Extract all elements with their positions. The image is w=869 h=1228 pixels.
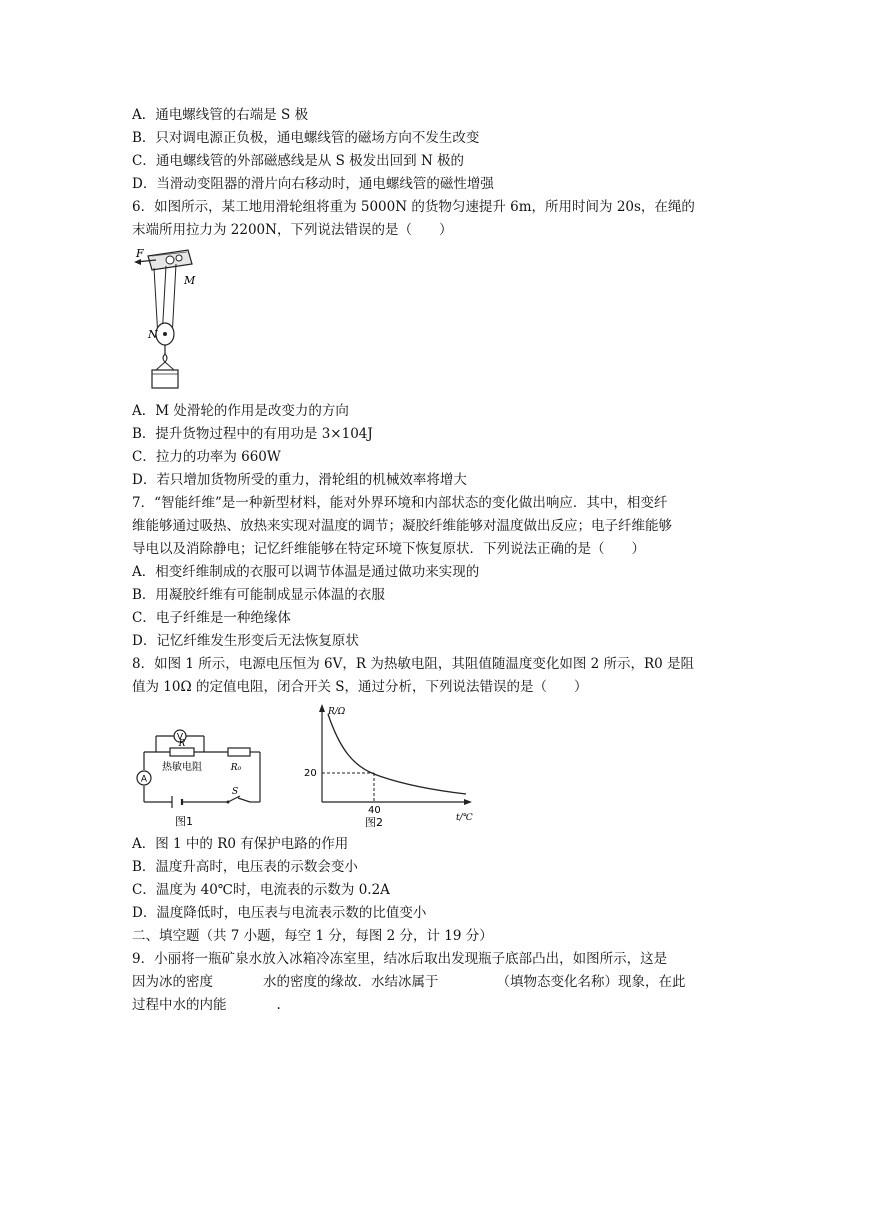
resistance-curve <box>328 714 466 794</box>
label-m: M <box>184 274 196 287</box>
pulley-m-wheel <box>166 256 174 264</box>
q5-option-d: D．当滑动变阻器的滑片向右移动时，通电螺线管的磁性增强 <box>132 176 494 192</box>
section2-heading: 二、填空题（共 7 小题，每空 1 分，每图 2 分，计 19 分） <box>132 928 493 944</box>
q8-option-b: B．温度升高时，电压表的示数会变小 <box>132 859 358 875</box>
thermistor-r-label: R <box>178 739 186 749</box>
q6-option-a: A．M 处滑轮的作用是改变力的方向 <box>132 403 349 419</box>
label-n: N <box>148 328 158 341</box>
q7-stem-line1: 7．“智能纤维”是一种新型材料，能对外界环境和内部状态的变化做出响应．其中，相变纤 <box>132 495 668 511</box>
q7-option-a: A．相变纤维制成的衣服可以调节体温是通过做功来实现的 <box>132 564 480 580</box>
q8-option-c: C．温度为 40℃时，电流表的示数为 0.2A <box>132 882 390 898</box>
label-f: F <box>136 247 144 260</box>
q6-stem-line2: 末端所用拉力为 2200N，下列说法错误的是（ ） <box>132 222 453 238</box>
q8-option-a: A．图 1 中的 R0 有保护电路的作用 <box>132 836 349 852</box>
q7-option-d: D．记忆纤维发生形变后无法恢复原状 <box>132 633 359 649</box>
q7-stem-line3: 导电以及消除静电；记忆纤维能够在特定环境下恢复原状．下列说法正确的是（ ） <box>132 541 645 557</box>
resistor-r0 <box>228 748 250 756</box>
x-axis-label: t/℃ <box>456 813 473 823</box>
fig1-caption: 图1 <box>175 815 193 828</box>
voltmeter-label: V <box>176 732 184 743</box>
resistor-r0-label: R₀ <box>230 763 242 773</box>
q5-option-a: A．通电螺线管的右端是 S 极 <box>132 107 309 123</box>
thermistor-text: 热敏电阻 <box>162 762 202 773</box>
q8-option-d: D．温度降低时，电压表与电流表示数的比值变小 <box>132 905 427 921</box>
q9-line3-period: . <box>276 997 281 1013</box>
q9-line2-part3: （填物态变化名称）现象，在此 <box>496 974 686 990</box>
q8-stem-line1: 8．如图 1 所示，电源电压恒为 6V，R 为热敏电阻，其阻值随温度变化如图 2 所示，R0 是阻 <box>132 656 695 672</box>
q6-option-c: C．拉力的功率为 660W <box>132 449 281 465</box>
fig2-caption: 图2 <box>365 816 383 829</box>
q7-option-b: B．用凝胶纤维有可能制成显示体温的衣服 <box>132 587 385 603</box>
q9-line3 <box>132 996 281 1014</box>
q7-stem-line2: 维能够通过吸热、放热来实现对温度的调节；凝胶纤维能够对温度做出反应；电子纤维能够 <box>132 518 672 534</box>
cargo-box <box>152 370 178 388</box>
q9-line1: 9．小丽将一瓶矿泉水放入冰箱冷冻室里，结冰后取出发现瓶子底部凸出，如图所示，这是 <box>132 951 668 967</box>
ammeter-label: A <box>140 774 148 785</box>
q6-stem-line1: 6．如图所示，某工地用滑轮组将重为 5000N 的货物匀速提升 6m，所用时间为 20s，在绳的 <box>132 199 695 215</box>
circuit-figure <box>132 720 272 830</box>
q6-option-b: B．提升货物过程中的有用功是 3×104J <box>132 426 373 442</box>
y-axis-label: R/Ω <box>328 707 346 717</box>
q8-stem-line2: 值为 10Ω 的定值电阻，闭合开关 S，通过分析，下列说法错误的是（ ） <box>132 679 588 695</box>
x-tick-40: 40 <box>368 805 381 816</box>
pulley-figure <box>132 246 202 394</box>
resistance-temperature-graph <box>292 702 482 830</box>
q7-option-c: C．电子纤维是一种绝缘体 <box>132 610 291 626</box>
q9-line3-part1: 过程中水的内能 <box>132 997 227 1013</box>
q6-option-d: D．若只增加货物所受的重力，滑轮组的机械效率将增大 <box>132 472 467 488</box>
q5-option-c: C．通电螺线管的外部磁感线是从 S 极发出回到 N 极的 <box>132 153 465 169</box>
thermistor-r <box>170 748 194 756</box>
switch-label: S <box>232 787 239 797</box>
q9-line2-part2: 水的密度的缘故．水结冰属于 <box>263 974 439 990</box>
q9-line2-part1: 因为冰的密度 <box>132 974 213 990</box>
y-tick-20: 20 <box>304 768 317 779</box>
q9-line2 <box>132 973 686 991</box>
q5-option-b: B．只对调电源正负极，通电螺线管的磁场方向不发生改变 <box>132 130 480 146</box>
